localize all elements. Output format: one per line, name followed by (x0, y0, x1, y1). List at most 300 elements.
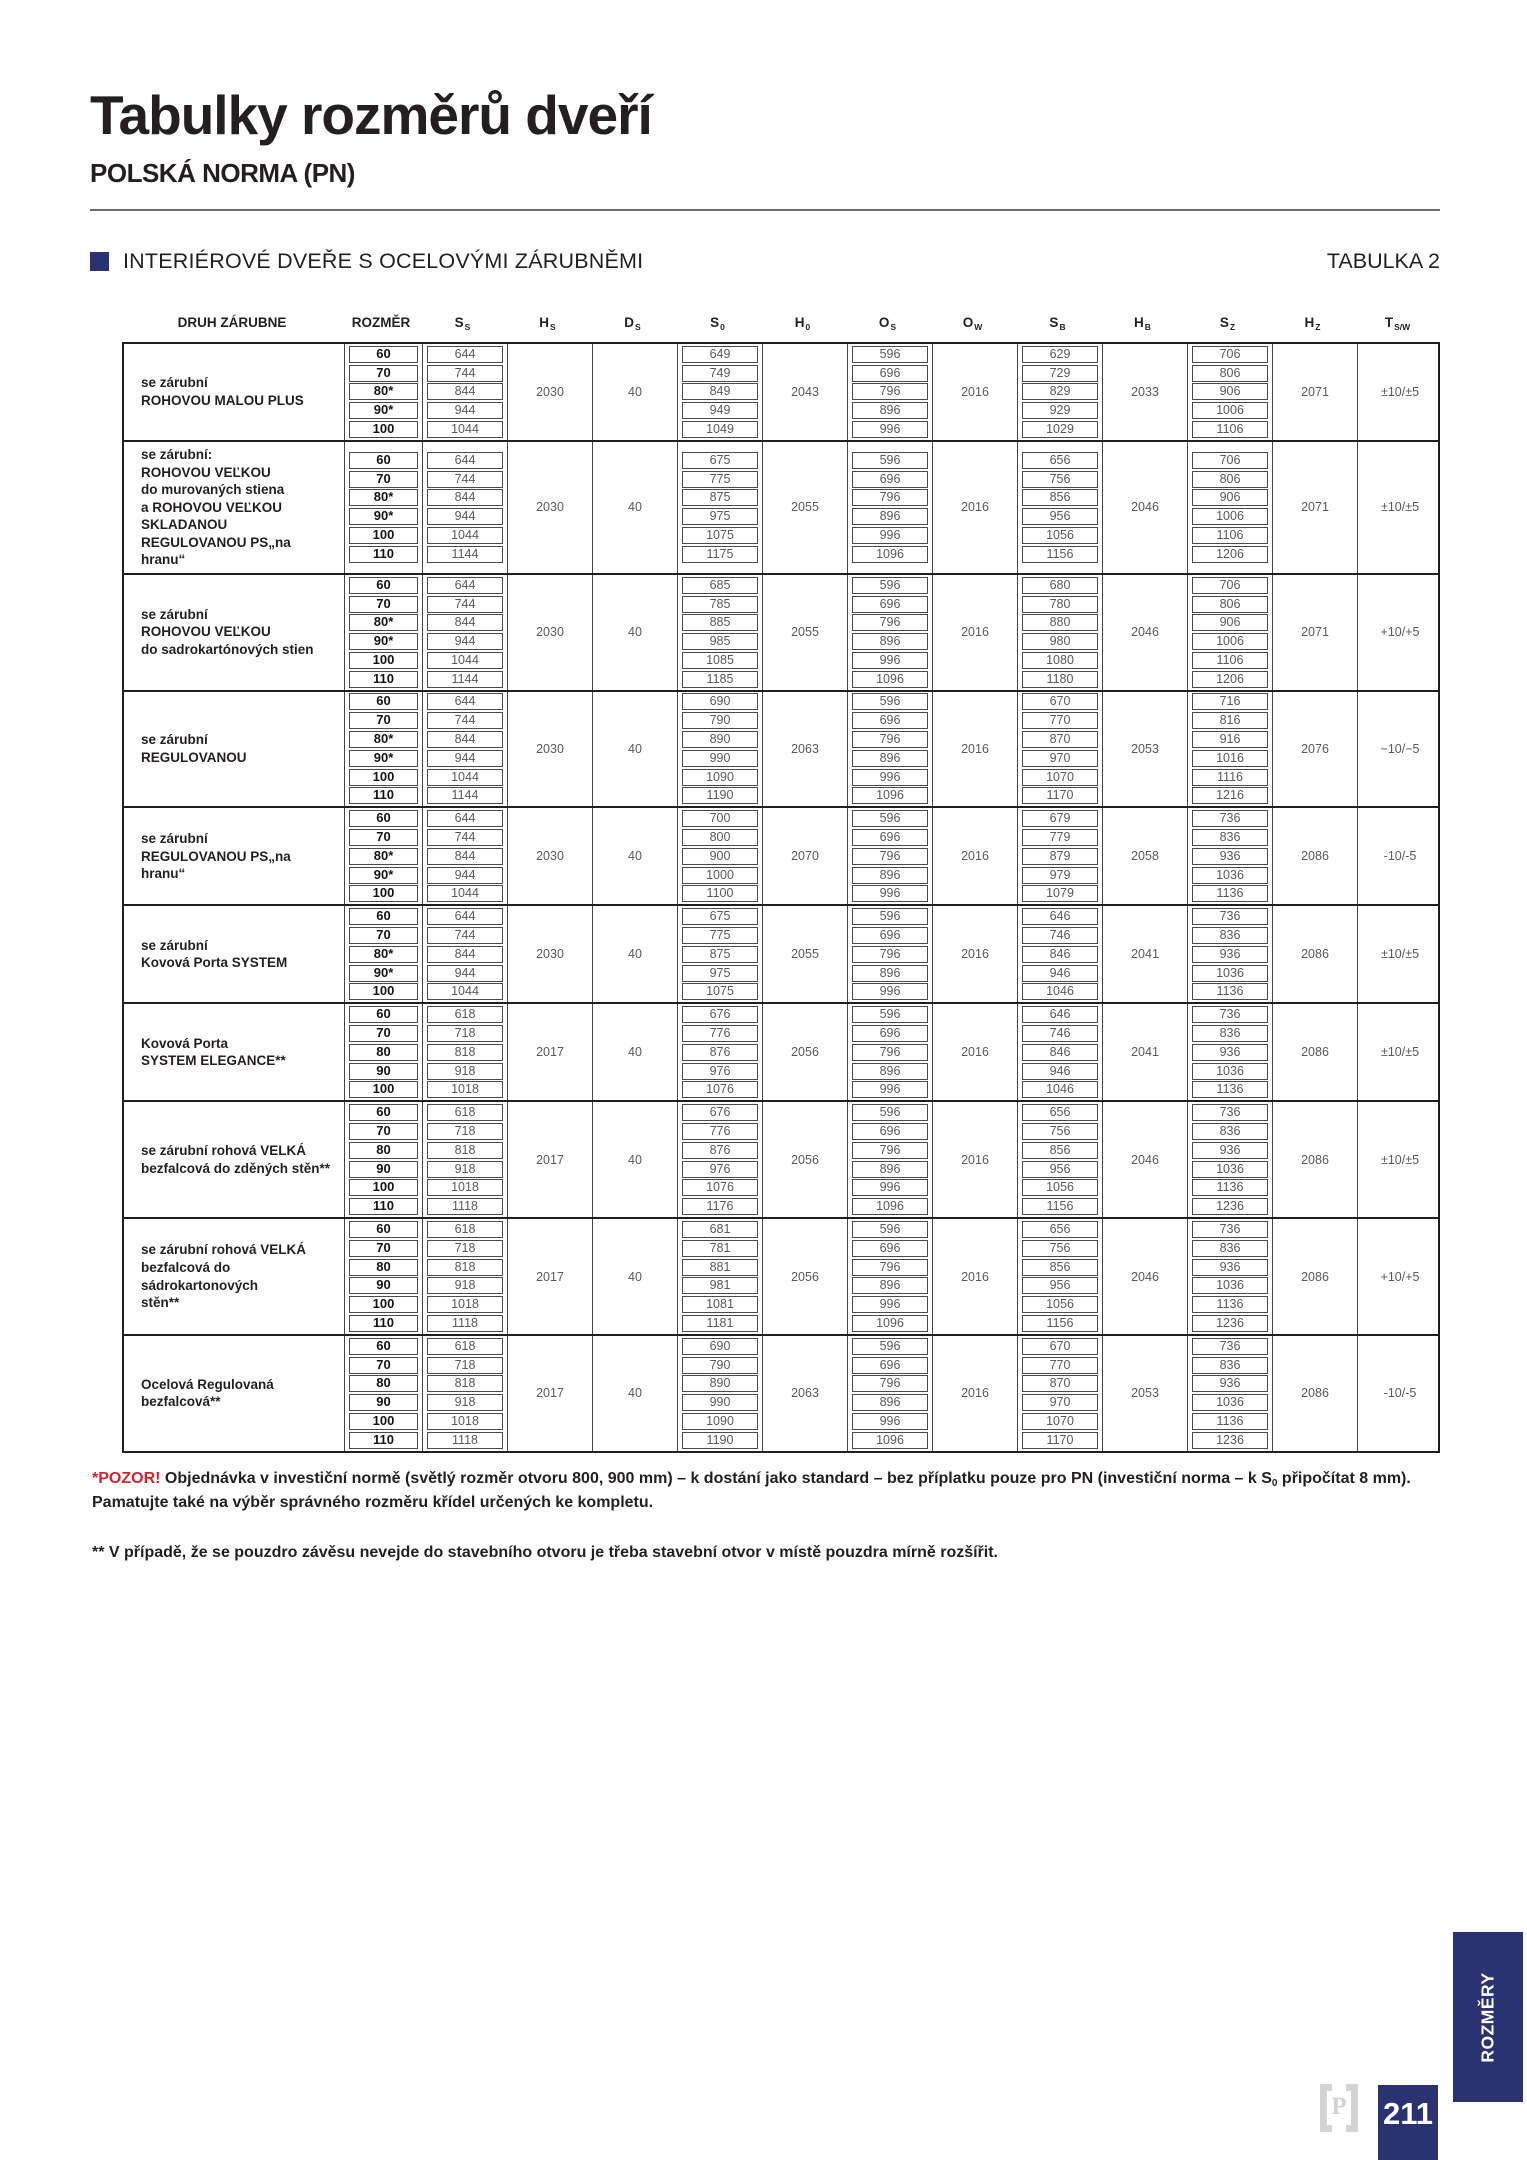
table-col-ds: 40 (592, 1219, 677, 1334)
table-row-slot (423, 613, 507, 632)
table-row-slot (1188, 693, 1272, 712)
group-label-line: se zárubní (141, 375, 208, 391)
group-label-line: bezfalcová do sádrokartonových (141, 1259, 259, 1293)
value-box-sb: 1046 (1022, 1081, 1098, 1098)
table-row-slot (848, 787, 932, 806)
value-box-s0: 785 (682, 596, 758, 613)
porta-logo-letter: P (1331, 2093, 1347, 2120)
table-row-slot (423, 1431, 507, 1450)
table-row-slot (848, 1081, 932, 1100)
table-row-slot (1018, 749, 1102, 768)
table-row-slot (678, 749, 762, 768)
table-row-slot (345, 847, 422, 866)
table-row-slot (848, 1258, 932, 1277)
table-col-h0: 2063 (762, 1336, 847, 1451)
column-header (122, 302, 342, 342)
table-row-slot (345, 507, 422, 526)
value-box-ss: 644 (427, 908, 503, 925)
table-row-slot (1188, 1356, 1272, 1375)
value-box-sb: 1170 (1022, 1432, 1098, 1449)
pozor-label: *POZOR! (92, 1469, 161, 1487)
value-box-rozmer: 110 (349, 1198, 418, 1215)
table-row-slot (1018, 1043, 1102, 1062)
value-box-sb: 679 (1022, 810, 1098, 827)
group-label (124, 575, 344, 690)
column-header (760, 302, 845, 342)
table-row-slot (345, 1431, 422, 1450)
table-row-slot (1188, 847, 1272, 866)
table-row-slot (678, 383, 762, 402)
table-row-slot (1188, 364, 1272, 383)
table-row-slot (345, 576, 422, 595)
table-row-slot (678, 345, 762, 364)
value-box-s0: 775 (682, 927, 758, 944)
table-col-s0 (677, 906, 762, 1002)
table-row-slot (423, 420, 507, 439)
table-row-slot (1188, 1197, 1272, 1216)
value-box-sz: 936 (1192, 848, 1268, 865)
table-row-slot (848, 383, 932, 402)
value-box-ss: 1044 (427, 983, 503, 1000)
table-row-slot (423, 1024, 507, 1043)
value-box-ss: 1044 (427, 652, 503, 669)
value-box-rozmer: 80 (349, 1375, 418, 1392)
value-box-rozmer: 70 (349, 1025, 418, 1042)
table-col-hs: 2017 (507, 1336, 592, 1451)
table-col-hb: 2046 (1102, 575, 1187, 690)
table-col-h0: 2056 (762, 1219, 847, 1334)
table-row-slot (1018, 632, 1102, 651)
table-row-slot (423, 1141, 507, 1160)
value-box-os: 696 (852, 1123, 928, 1140)
value-box-rozmer: 60 (349, 810, 418, 827)
value-box-sz: 1136 (1192, 1413, 1268, 1430)
table-row-slot (1018, 1103, 1102, 1122)
table-row-slot (678, 809, 762, 828)
value-box-sb: 856 (1022, 1142, 1098, 1159)
table-number-label: TABULKA 2 (1326, 249, 1440, 273)
column-header (1270, 302, 1355, 342)
table-row-slot (423, 964, 507, 983)
table-row-slot (1018, 576, 1102, 595)
table-col-rozmer (344, 808, 422, 904)
table-row-slot (423, 693, 507, 712)
value-box-os: 896 (852, 1161, 928, 1178)
table-row-slot (1018, 1277, 1102, 1296)
table-row-slot (848, 1197, 932, 1216)
title-divider (90, 209, 1440, 211)
value-box-os: 796 (852, 614, 928, 631)
table-col-tsw: −10/−5 (1357, 692, 1442, 807)
table-col-os (847, 906, 932, 1002)
table-col-hs: 2017 (507, 1102, 592, 1217)
value-box-sb: 780 (1022, 596, 1098, 613)
table-row-slot (345, 651, 422, 670)
value-box-sb: 1156 (1022, 546, 1098, 563)
value-box-sz: 1006 (1192, 508, 1268, 525)
table-row-slot (848, 885, 932, 904)
value-box-rozmer: 100 (349, 1081, 418, 1098)
group-label-line: se zárubní (141, 606, 208, 622)
table-row-slot (678, 1393, 762, 1412)
value-box-s0: 900 (682, 848, 758, 865)
value-box-sz: 1106 (1192, 652, 1268, 669)
value-box-rozmer: 60 (349, 1221, 418, 1238)
table-col-tsw: -10/-5 (1357, 1336, 1442, 1451)
table-row-slot (678, 1122, 762, 1141)
table-col-ss (422, 442, 507, 573)
value-box-s0: 749 (682, 365, 758, 382)
value-box-rozmer: 100 (349, 1179, 418, 1196)
value-box-rozmer: 110 (349, 1432, 418, 1449)
value-box-rozmer: 60 (349, 577, 418, 594)
table-row-slot (678, 651, 762, 670)
value-box-sz: 1036 (1192, 867, 1268, 884)
value-box-os: 796 (852, 1259, 928, 1276)
table-row-slot (345, 1277, 422, 1296)
value-box-sz: 1036 (1192, 965, 1268, 982)
value-box-sb: 946 (1022, 1063, 1098, 1080)
value-box-s0: 875 (682, 489, 758, 506)
table-row-slot (1018, 1141, 1102, 1160)
footnote-line2: Pamatujte také na výběr správného rozměru křídel určených ke kompletu. (92, 1493, 654, 1511)
value-box-sb: 1070 (1022, 769, 1098, 786)
table-row-slot (678, 1356, 762, 1375)
value-box-sz: 816 (1192, 712, 1268, 729)
table-col-ss (422, 808, 507, 904)
value-box-os: 596 (852, 452, 928, 469)
table-col-rozmer (344, 442, 422, 573)
table-col-os (847, 692, 932, 807)
table-row-slot (423, 1062, 507, 1081)
column-header-subscript: B (1144, 322, 1151, 332)
value-box-sb: 670 (1022, 693, 1098, 710)
table-row-slot (1018, 613, 1102, 632)
table-group (124, 690, 1438, 807)
value-box-ss: 844 (427, 946, 503, 963)
value-box-s0: 685 (682, 577, 758, 594)
table-col-s0 (677, 1102, 762, 1217)
table-row-slot (1188, 670, 1272, 689)
column-header-base: ROZMĚR (351, 314, 411, 330)
table-row-slot (848, 489, 932, 508)
table-row-slot (848, 866, 932, 885)
value-box-sb: 756 (1022, 1123, 1098, 1140)
table-row-slot (345, 711, 422, 730)
table-row-slot (345, 885, 422, 904)
value-box-os: 596 (852, 346, 928, 363)
value-box-rozmer: 110 (349, 1315, 418, 1332)
value-box-s0: 990 (682, 1394, 758, 1411)
column-header-subscript: W (974, 322, 983, 332)
value-box-rozmer: 100 (349, 1296, 418, 1313)
table-row-slot (848, 847, 932, 866)
table-row-slot (1188, 945, 1272, 964)
value-box-sz: 806 (1192, 365, 1268, 382)
table-row-slot (678, 1081, 762, 1100)
table-row-slot (1188, 1005, 1272, 1024)
value-box-ss: 718 (427, 1025, 503, 1042)
value-box-sz: 1236 (1192, 1432, 1268, 1449)
table-row-slot (1188, 1141, 1272, 1160)
value-box-sz: 1136 (1192, 983, 1268, 1000)
table-col-ds: 40 (592, 692, 677, 807)
table-row-slot (678, 1197, 762, 1216)
table-row-slot (848, 1277, 932, 1296)
group-label-line: Kovová Porta SYSTEM (141, 955, 288, 971)
table-row-slot (678, 1024, 762, 1043)
table-row-slot (678, 787, 762, 806)
value-box-s0: 1181 (682, 1315, 758, 1332)
column-header-subscript: B (1059, 322, 1066, 332)
value-box-ss: 644 (427, 810, 503, 827)
table-row-slot (1188, 787, 1272, 806)
value-box-ss: 1118 (427, 1432, 503, 1449)
value-box-rozmer: 100 (349, 421, 418, 438)
value-box-ss: 618 (427, 1104, 503, 1121)
table-col-ss (422, 1336, 507, 1451)
value-box-sz: 1206 (1192, 671, 1268, 688)
value-box-os: 596 (852, 577, 928, 594)
table-row-slot (678, 866, 762, 885)
table-row-slot (1188, 1431, 1272, 1450)
table-col-os (847, 344, 932, 440)
table-row-slot (345, 1356, 422, 1375)
page-number: 211 (1378, 2085, 1438, 2160)
table-row-slot (678, 507, 762, 526)
value-box-ss: 1018 (427, 1179, 503, 1196)
group-label (124, 1004, 344, 1100)
value-box-ss: 718 (427, 1240, 503, 1257)
value-box-sb: 629 (1022, 346, 1098, 363)
table-row-slot (678, 613, 762, 632)
value-box-rozmer: 80* (349, 614, 418, 631)
value-box-sz: 836 (1192, 829, 1268, 846)
value-box-sz: 1106 (1192, 421, 1268, 438)
table-col-hs: 2030 (507, 906, 592, 1002)
table-row-slot (1018, 907, 1102, 926)
value-box-s0: 975 (682, 965, 758, 982)
value-box-sb: 1056 (1022, 1179, 1098, 1196)
table-row-slot (423, 866, 507, 885)
value-box-ss: 944 (427, 750, 503, 767)
section-heading (90, 249, 1440, 274)
column-header-base: H (539, 314, 550, 330)
table-row-slot (1188, 907, 1272, 926)
table-col-sb (1017, 906, 1102, 1002)
group-label-line: se zárubní rohová VELKÁ (141, 1242, 307, 1258)
value-box-s0: 1176 (682, 1198, 758, 1215)
table-row-slot (1018, 1122, 1102, 1141)
table-row-slot (678, 1043, 762, 1062)
value-box-sb: 956 (1022, 1277, 1098, 1294)
table-row-slot (1018, 809, 1102, 828)
table-row-slot (1188, 595, 1272, 614)
value-box-s0: 775 (682, 471, 758, 488)
value-box-s0: 976 (682, 1063, 758, 1080)
table-col-sb (1017, 442, 1102, 573)
value-box-s0: 975 (682, 508, 758, 525)
value-box-rozmer: 80* (349, 946, 418, 963)
table-row-slot (848, 1393, 932, 1412)
table-row-slot (678, 1295, 762, 1314)
table-row-slot (345, 1122, 422, 1141)
table-row-slot (848, 420, 932, 439)
table-col-s0 (677, 1004, 762, 1100)
column-header-base: H (1304, 314, 1315, 330)
value-box-sb: 770 (1022, 1357, 1098, 1374)
value-box-rozmer: 110 (349, 787, 418, 804)
column-header-base: S (710, 314, 720, 330)
table-col-ow: 2016 (932, 1336, 1017, 1451)
table-row-slot (1018, 1197, 1102, 1216)
table-row-slot (1018, 885, 1102, 904)
table-row-slot (848, 632, 932, 651)
table-row-slot (423, 983, 507, 1002)
value-box-ss: 918 (427, 1394, 503, 1411)
table-row-slot (345, 787, 422, 806)
table-col-h0: 2056 (762, 1102, 847, 1217)
value-box-ss: 1018 (427, 1413, 503, 1430)
value-box-sz: 1216 (1192, 787, 1268, 804)
value-box-sz: 836 (1192, 1025, 1268, 1042)
value-box-s0: 1190 (682, 1432, 758, 1449)
table-col-sb (1017, 808, 1102, 904)
table-row-slot (423, 1043, 507, 1062)
value-box-ss: 818 (427, 1044, 503, 1061)
table-row-slot (423, 470, 507, 489)
value-box-ss: 1118 (427, 1315, 503, 1332)
table-row-slot (678, 670, 762, 689)
footnote-line1a: Objednávka v investiční normě (světlý rozměr otvoru 800, 900 mm) – k dostání jako standard – bez příplatku pouze pro PN (investiční norma – k S (164, 1469, 1272, 1487)
table-col-ss (422, 575, 507, 690)
table-col-ow: 2016 (932, 344, 1017, 440)
value-box-rozmer: 70 (349, 1240, 418, 1257)
value-box-ss: 944 (427, 633, 503, 650)
table-row-slot (848, 926, 932, 945)
column-header (675, 302, 760, 342)
table-row-slot (678, 730, 762, 749)
table-row-slot (848, 1374, 932, 1393)
table-row-slot (1188, 383, 1272, 402)
side-tab-label: ROZMĚRY (1477, 1971, 1498, 2063)
table-row-slot (423, 885, 507, 904)
table-row-slot (1188, 1122, 1272, 1141)
table-row-slot (848, 964, 932, 983)
table-row-slot (423, 1220, 507, 1239)
table-row-slot (1188, 632, 1272, 651)
table-col-ss (422, 1004, 507, 1100)
value-box-rozmer: 90* (349, 508, 418, 525)
value-box-os: 996 (852, 1413, 928, 1430)
group-label-line: Kovová Porta (141, 1035, 229, 1051)
table-row-slot (1188, 749, 1272, 768)
group-label-line: se zárubní (141, 831, 208, 847)
value-box-sz: 1116 (1192, 769, 1268, 786)
table-col-h0: 2055 (762, 575, 847, 690)
table-row-slot (345, 1258, 422, 1277)
table-row-slot (1188, 1239, 1272, 1258)
value-box-s0: 1000 (682, 867, 758, 884)
value-box-rozmer: 100 (349, 527, 418, 544)
value-box-os: 796 (852, 489, 928, 506)
table-row-slot (848, 1005, 932, 1024)
value-box-s0: 881 (682, 1259, 758, 1276)
value-box-rozmer: 70 (349, 471, 418, 488)
value-box-sb: 729 (1022, 365, 1098, 382)
table-row-slot (678, 595, 762, 614)
value-box-os: 1096 (852, 546, 928, 563)
value-box-os: 596 (852, 1221, 928, 1238)
value-box-ss: 718 (427, 1357, 503, 1374)
value-box-sb: 746 (1022, 927, 1098, 944)
table-row-slot (678, 964, 762, 983)
value-box-ss: 818 (427, 1375, 503, 1392)
value-box-rozmer: 70 (349, 829, 418, 846)
value-box-sb: 1156 (1022, 1315, 1098, 1332)
value-box-ss: 844 (427, 383, 503, 400)
value-box-os: 896 (852, 1277, 928, 1294)
table-col-rozmer (344, 1336, 422, 1451)
table-row-slot (678, 885, 762, 904)
table-row-slot (423, 1081, 507, 1100)
value-box-ss: 918 (427, 1063, 503, 1080)
table-row-slot (678, 945, 762, 964)
value-box-s0: 1090 (682, 769, 758, 786)
value-box-s0: 876 (682, 1142, 758, 1159)
table-row-slot (678, 1314, 762, 1333)
value-box-os: 996 (852, 421, 928, 438)
value-box-os: 596 (852, 810, 928, 827)
table-row-slot (345, 1024, 422, 1043)
value-box-rozmer: 110 (349, 546, 418, 563)
table-col-os (847, 808, 932, 904)
table-row-slot (848, 401, 932, 420)
section-title: INTERIÉROVÉ DVEŘE S OCELOVÝMI ZÁRUBNĚMI (123, 249, 644, 273)
table-row-slot (1018, 730, 1102, 749)
table-row-slot (423, 651, 507, 670)
value-box-sz: 1036 (1192, 1161, 1268, 1178)
table-row-slot (1188, 545, 1272, 564)
table-row-slot (423, 907, 507, 926)
column-header-base: H (794, 314, 805, 330)
column-header (342, 302, 420, 342)
table-col-sz (1187, 906, 1272, 1002)
table-row-slot (678, 545, 762, 564)
table-row-slot (848, 545, 932, 564)
value-box-rozmer: 90 (349, 1277, 418, 1294)
value-box-ss: 1044 (427, 885, 503, 902)
value-box-rozmer: 80* (349, 848, 418, 865)
table-row-slot (848, 983, 932, 1002)
group-label (124, 442, 344, 573)
table-col-sz (1187, 442, 1272, 573)
value-box-os: 996 (852, 1179, 928, 1196)
value-box-os: 796 (852, 1142, 928, 1159)
table-group (124, 904, 1438, 1002)
value-box-sz: 1136 (1192, 1296, 1268, 1313)
value-box-os: 996 (852, 885, 928, 902)
table-group (124, 1100, 1438, 1217)
table-col-tsw: ±10/±5 (1357, 1102, 1442, 1217)
table-row-slot (1018, 420, 1102, 439)
table-row-slot (345, 1081, 422, 1100)
value-box-s0: 1049 (682, 421, 758, 438)
value-box-sb: 929 (1022, 402, 1098, 419)
table-col-sb (1017, 1004, 1102, 1100)
table-row-slot (1188, 1160, 1272, 1179)
table-row-slot (1188, 451, 1272, 470)
